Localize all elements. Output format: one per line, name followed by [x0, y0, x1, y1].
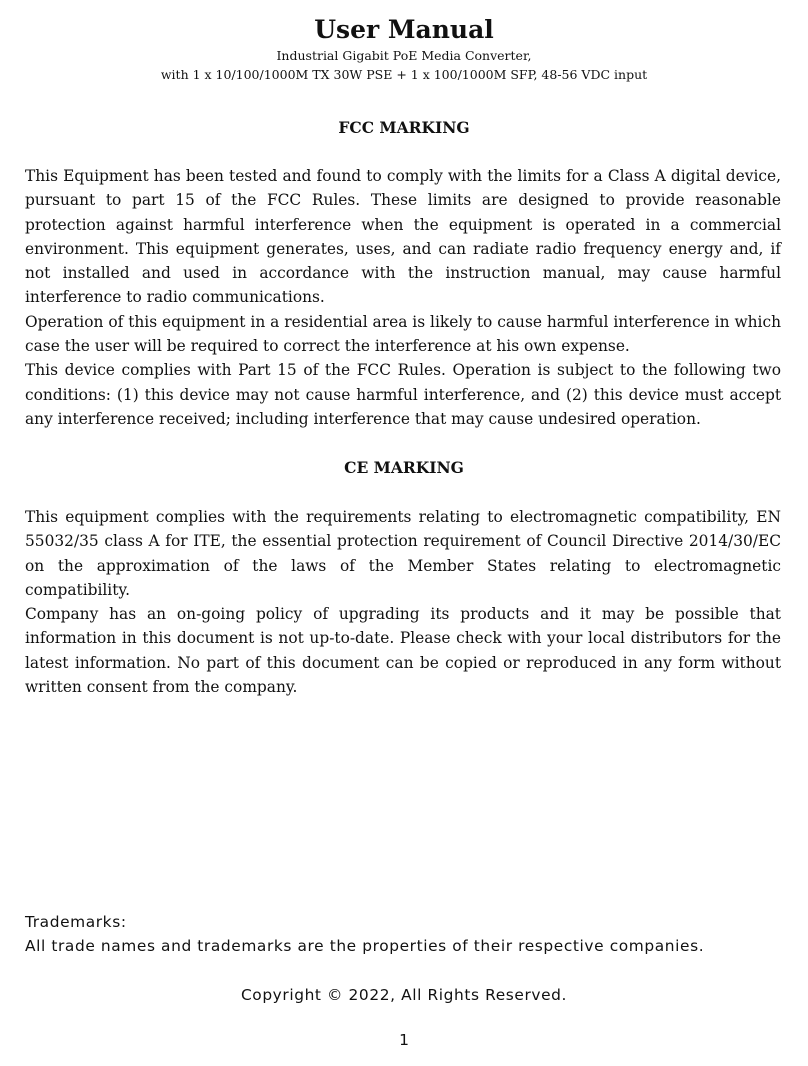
ce-heading: CE MARKING: [344, 458, 464, 477]
fcc-paragraph-1: This Equipment has been tested and found to comply with the limits for a Class A digital device, pursuant to part 15 of the FCC Rules. These limits are designed to provide reasonable protection against harmful interference when the equipment is operated in a commercial environment. This equipment generates, uses, and can radiate radio frequency energy and, if not installed and used in accordance with the instruction manual, may cause harmful interference to radio communications.: [25, 167, 781, 307]
ce-section-body: [25, 505, 781, 699]
trademarks-section: [25, 910, 781, 958]
fcc-heading: FCC MARKING: [338, 118, 470, 137]
document-title: User Manual: [314, 15, 494, 44]
fcc-paragraph-3: This device complies with Part 15 of the FCC Rules. Operation is subject to the following two conditions: (1) this device may not cause harmful interference, and (2) this device must accept any interference received; including interference that may cause undesired operation.: [25, 361, 781, 428]
ce-paragraph-1: This equipment complies with the requirements relating to electromagnetic compatibility, EN 55032/35 class A for ITE, the essential protection requirement of Council Directive 2014/30/EC on the approximation of the laws of the Member States relating to electromagnetic compatibility.: [25, 508, 781, 599]
fcc-paragraph-2: Operation of this equipment in a residential area is likely to cause harmful interference in which case the user will be required to correct the interference at his own expense.: [25, 312, 781, 356]
trademarks-label: Trademarks:: [25, 913, 127, 931]
fcc-section-body: [25, 164, 781, 431]
document-subtitle-line2: with 1 x 10/100/1000M TX 30W PSE + 1 x 100/1000M SFP, 48-56 VDC input: [160, 67, 648, 82]
trademarks-text: All trade names and trademarks are the properties of their respective companies.: [25, 937, 705, 955]
ce-paragraph-2: Company has an on-going policy of upgrading its products and it may be possible that information in this document is not up-to-date. Please check with your local distributors for the latest information. No part of this document can be copied or reproduced in any form without written consent from the company.: [25, 605, 781, 697]
copyright-notice: Copyright © 2022, All Rights Reserved.: [240, 986, 568, 1004]
document-subtitle-line1: Industrial Gigabit PoE Media Converter,: [276, 48, 532, 63]
document-header: [0, 14, 808, 84]
page-number: 1: [399, 1031, 409, 1049]
